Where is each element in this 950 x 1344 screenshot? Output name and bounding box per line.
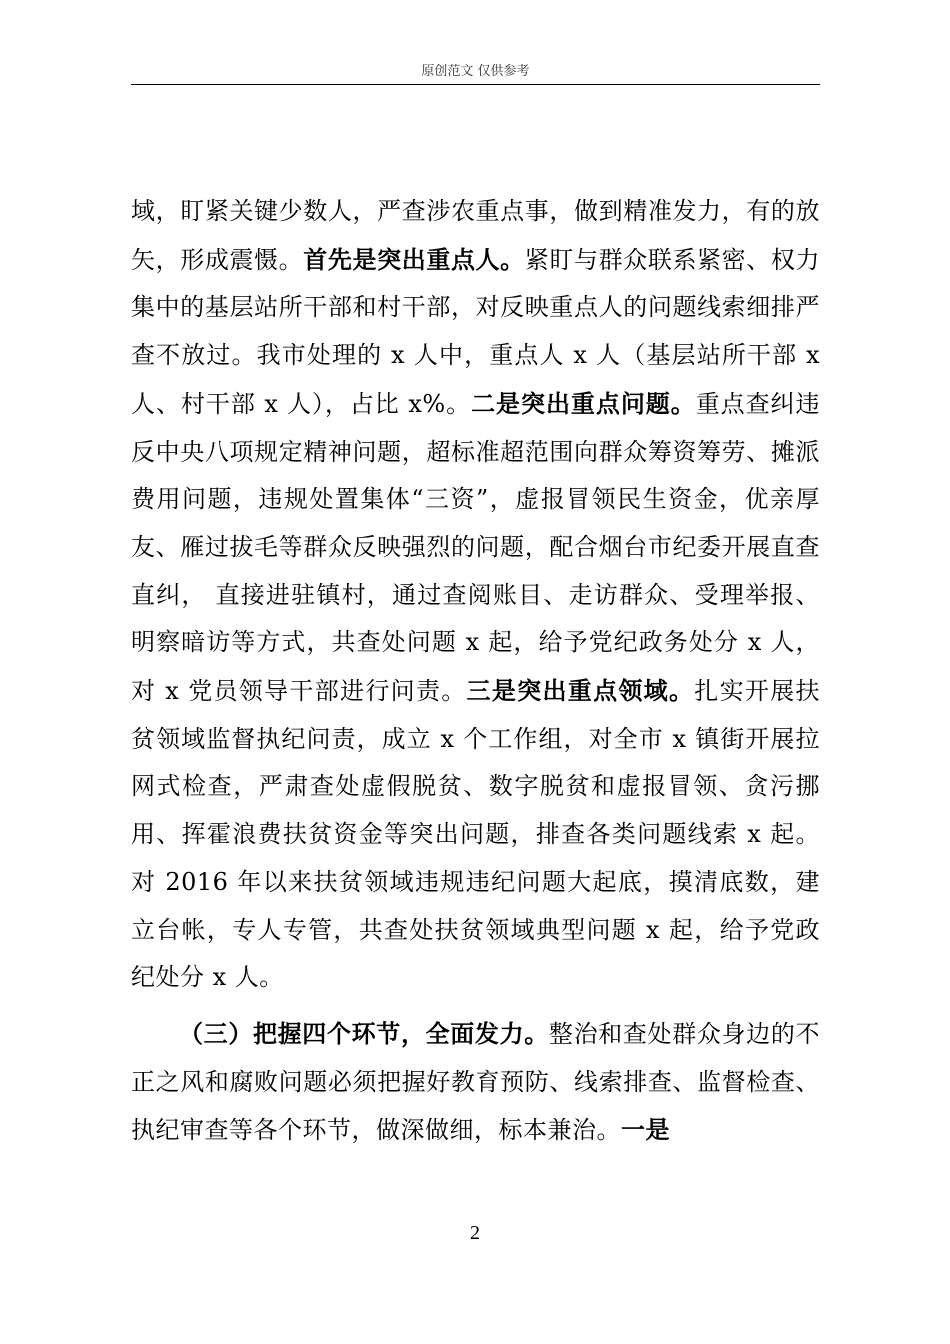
page-number: 2 <box>470 1222 480 1244</box>
text-run: 整治和查处群众身边的不正之风和腐败问题必须把握好教育预防、线索排查、监督检查、执纪审查等各个环节，做深做细，标本兼治。 <box>131 1019 821 1145</box>
header-text: 原创范文 仅供参考 <box>421 64 530 79</box>
paragraph <box>131 1010 820 1155</box>
section-heading: （三）把握四个环节，全面发力。 <box>179 1018 549 1048</box>
text-run: 重点查纠违反中央八项规定精神问题，超标准超范围向群众筹资筹劳、摊派费用问题，违规处置集体“三资”，虚报冒领民生资金，优亲厚友、雁过拔毛等群众反映强烈的问题，配合烟台市纪委开展直查直纠， 直接进驻镇村，通过查阅账目、走访群众、受理举报、明察暗访等方式，共查处问题 x 起，给予党纪政务处分 x 人，对 x 党员领导干部进行问责。 <box>131 389 821 706</box>
bold-heading: 二是突出重点问题。 <box>471 388 696 418</box>
text-run: 扎实开展扶贫领域监督执纪问责，成立 x 个工作组，对全市 x 镇街开展拉网式检查，严肃查处虚假脱贫、数字脱贫和虚报冒领、贪污挪用、挥霍浪费扶贫资金等突出问题，排查各类问题线索 x 起。对 2016 年以来扶贫领域违规违纪问题大起底，摸清底数，建立台帐，专人专管，共查处扶贫领域典型问题 x 起，给予党政纪处分 x 人。 <box>131 677 820 992</box>
page-header <box>131 62 820 85</box>
bold-heading: 三是突出重点领域。 <box>466 676 695 706</box>
document-body <box>131 188 820 1155</box>
paragraph <box>131 188 820 1002</box>
bold-heading: 首先是突出重点人。 <box>303 244 525 274</box>
text-run: 域，盯紧关键少数人，严查涉农重点事，做到精准发力，有的放矢，形成震慑。 <box>131 197 820 274</box>
text-run: 紧盯与群众联系紧密、权力集中的基层站所干部和村干部，对反映重点人的问题线索细排严查不放过。我市处理的 x 人中，重点人 x 人（基层站所干部 x 人、村干部 x 人），占比 x%。 <box>131 245 821 418</box>
bold-heading: 一是 <box>621 1115 670 1145</box>
